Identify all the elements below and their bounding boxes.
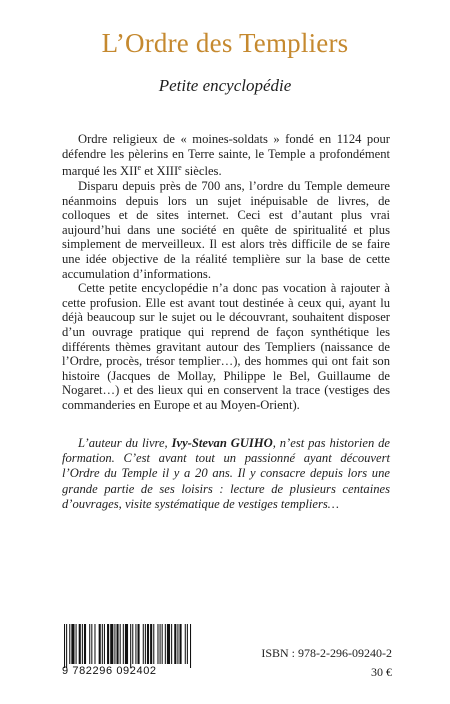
barcode-bar bbox=[160, 624, 161, 664]
barcode-bar bbox=[180, 624, 182, 664]
price: 30 € bbox=[371, 665, 392, 679]
isbn: ISBN : 978-2-296-09240-2 bbox=[261, 646, 392, 660]
barcode-bar bbox=[120, 624, 121, 664]
barcode-bar bbox=[66, 624, 67, 668]
barcode-bar bbox=[69, 624, 70, 664]
barcode-digits: 9 782296 092402 bbox=[62, 665, 157, 677]
barcode-bar bbox=[130, 624, 131, 668]
century-superscript: e bbox=[178, 163, 182, 173]
barcode-bar bbox=[102, 624, 103, 664]
barcode-bar bbox=[64, 624, 65, 668]
barcode-bar bbox=[153, 624, 154, 664]
barcode-bar bbox=[99, 624, 101, 664]
barcode-bar bbox=[147, 624, 149, 664]
barcode-bar bbox=[117, 624, 119, 664]
barcode-bar bbox=[107, 624, 109, 664]
barcode-bar bbox=[177, 624, 178, 664]
barcode-bar bbox=[174, 624, 176, 664]
barcode-bar bbox=[76, 624, 77, 664]
barcode-bar bbox=[79, 624, 81, 664]
barcode-bar bbox=[145, 624, 146, 664]
barcode-bar bbox=[132, 624, 133, 664]
century-superscript: e bbox=[137, 163, 142, 173]
barcode-bar bbox=[165, 624, 166, 664]
barcode-bar bbox=[94, 624, 95, 664]
blurb-paragraph-3: Cette petite encyclopédie n’a donc pas vocation à rajouter à cette profusion. Elle est avant tout destinée à ceux qui, ayant lu déjà beaucoup sur le sujet ou le découvrant, souhaitent disposer d’un ouvrage pratique qui reprend de façon synthétique les différents thèmes gravitant autour des Templiers (naissance de l’Ordre, procès, trésor templier…), des hommes qui ont fait son histoire (Jacques de Mollay, Philippe le Bel, Guillaume de Nogaret…) et des lieux qui en conservent la trace (vestiges des commanderies en Europe et au Moyen-Orient). bbox=[62, 281, 390, 412]
barcode-bar bbox=[123, 624, 124, 664]
barcode-bar bbox=[138, 624, 140, 664]
barcode-bar bbox=[150, 624, 152, 664]
book-title: L’Ordre des Templiers bbox=[101, 28, 349, 58]
barcode-bar bbox=[187, 624, 188, 664]
barcode-bar bbox=[143, 624, 144, 664]
barcode-bars bbox=[60, 624, 198, 668]
barcode-bar bbox=[91, 624, 92, 664]
barcode-bar bbox=[125, 624, 128, 664]
barcode-bar bbox=[84, 624, 86, 664]
barcode-bar bbox=[167, 624, 170, 664]
blurb-text bbox=[62, 132, 390, 412]
blurb-paragraph-2: Disparu depuis près de 700 ans, l’ordre du Temple demeure néanmoins depuis lors un sujet inépuisable de livres, de colloques et de sites internet. Ceci est d’autant plus vrai aujourd’hui dans une société en quête de spiritualité et plus simplement de merveilleux. Il est alors très difficile de se faire une idée objective de la réalité templière sur la base de cette accumulation d’informations. bbox=[62, 178, 390, 281]
barcode-bar bbox=[171, 624, 172, 664]
barcode-bar bbox=[157, 624, 158, 664]
author-name: Ivy-Stevan GUIHO bbox=[171, 436, 273, 450]
barcode-bar bbox=[135, 624, 136, 664]
barcode-bar bbox=[71, 624, 74, 664]
barcode-bar bbox=[110, 624, 113, 664]
barcode-bar bbox=[89, 624, 90, 664]
barcode-bar bbox=[114, 624, 115, 664]
author-bio: L’auteur du livre, Ivy-Stevan GUIHO, n’est pas historien de formation. C’est avant tout un passionné ayant découvert l’Ordre du Temple il y a 20 ans. Il y consacre depuis lors une grande partie de ses loisirs : lecture de plusieurs centaines d’ouvrages, visite systématique de vestiges templiers… bbox=[62, 436, 391, 511]
barcode-bar bbox=[162, 624, 163, 664]
barcode-bar bbox=[190, 624, 191, 668]
barcode-bar bbox=[82, 624, 83, 664]
blurb-paragraph-1: Ordre religieux de « moines-soldats » fondé en 1124 pour défendre les pèlerins en Terre sainte, le Temple a profondément marqué les XIIe et XIIIe siècles. bbox=[62, 132, 390, 179]
barcode-bar bbox=[185, 624, 186, 664]
barcode-bar bbox=[104, 624, 105, 664]
book-subtitle: Petite encyclopédie bbox=[158, 76, 292, 95]
